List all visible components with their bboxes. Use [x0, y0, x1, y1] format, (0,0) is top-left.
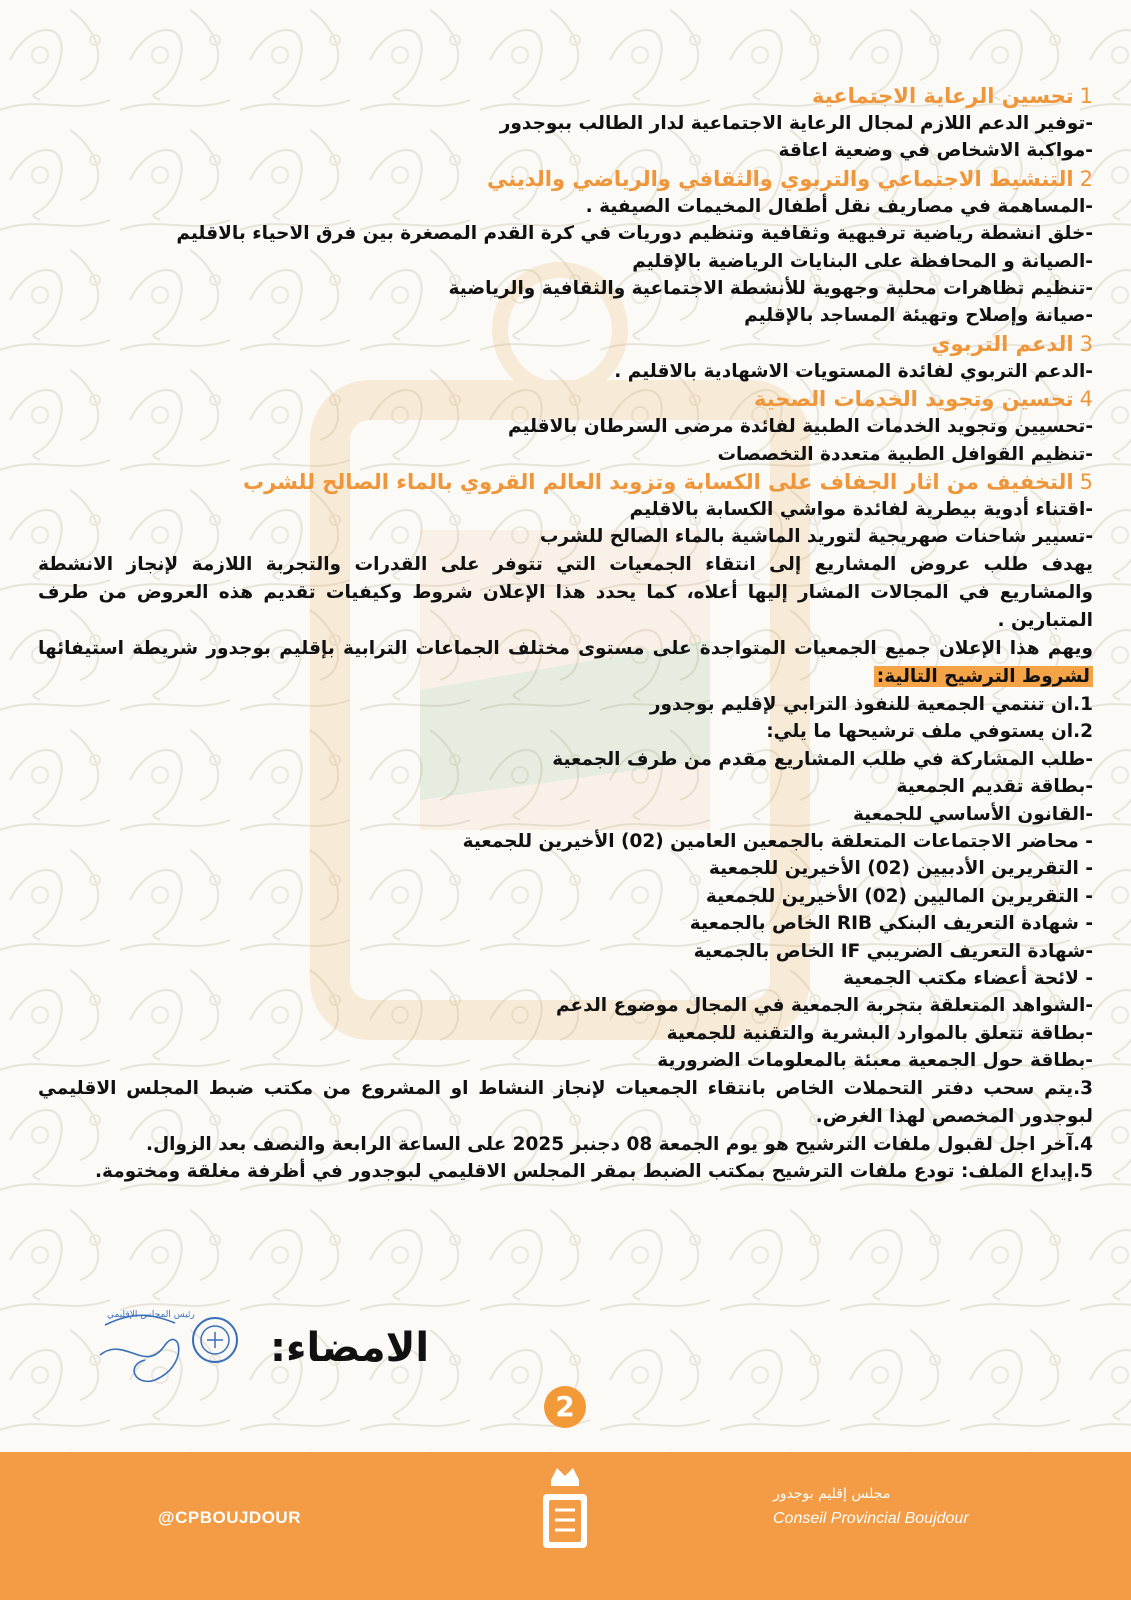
document-item: -بطاقة تقديم الجمعية — [896, 776, 1093, 798]
footer — [0, 1452, 1131, 1600]
section-heading: 4تحسين وتجويد الخدمات الصحية — [754, 387, 1093, 412]
list-item: -المساهمة في مصاريف نقل أطفال المخيمات الصيفية . — [585, 195, 1093, 217]
list-item: -الدعم التربوي لفائدة المستويات الاشهادية بالاقليم . — [614, 360, 1093, 382]
section-heading: 2التنشيط الاجتماعي والتربوي والثقافي والرياضي والديني — [487, 166, 1093, 191]
svg-text:رئيس المجلس الإقليمي: رئيس المجلس الإقليمي — [107, 1310, 195, 1320]
handwritten-signature-icon — [100, 1310, 195, 1381]
list-item: -تنظيم تظاهرات محلية وجهوية للأنشطة الاجتماعية والثقافية والرياضية — [448, 278, 1093, 300]
document-item: - التقريرين الماليين (02) الأخيرين للجمعية — [705, 885, 1093, 907]
document-body — [38, 82, 1093, 1186]
condition-item: 5.إيداع الملف: تودع ملفات الترشيح بمكتب الضبط بمقر المجلس الاقليمي لبوجدور في أظرفة مغلقة ومختومة. — [95, 1160, 1093, 1182]
document-item: -طلب المشاركة في طلب المشاريع مقدم من طرف الجمعية — [552, 748, 1093, 770]
document-item: -بطاقة حول الجمعية معبئة بالمعلومات الضرورية — [657, 1050, 1093, 1072]
intro-paragraph: يهدف طلب عروض المشاريع إلى انتقاء الجمعيات التي تتوفر على القدرات والتجربة اللازمة لإنجاز الانشطة والمشاريع في المجالات المشار إليها أعلاه، كما يحدد هذا الإعلان شروط وكيفيات تقديم هذه العروض من طرف المتبارين . — [38, 553, 1093, 631]
document-item: -القانون الأساسي للجمعية — [852, 803, 1093, 825]
social-handle[interactable]: @CPBOUJDOUR — [158, 1508, 301, 1527]
document-item: - لائحة أعضاء مكتب الجمعية — [843, 967, 1093, 989]
list-item: -تسيير شاحنات صهريجية لتوريد الماشية بالماء الصالح للشرب — [539, 526, 1093, 548]
condition-item: 1.ان تنتمي الجمعية للنفوذ الترابي لإقليم بوجدور — [649, 693, 1093, 715]
document-item: - التقريرين الأدبيين (02) الأخيرين للجمعية — [708, 858, 1093, 880]
section-heading: 3الدعم التربوي — [931, 331, 1093, 356]
council-name-french: Conseil Provincial Boujdour — [773, 1510, 969, 1527]
list-item: -تنظيم القوافل الطبية متعددة التخصصات — [717, 443, 1093, 465]
signature-label: الامضاء: — [270, 1325, 430, 1371]
list-item: -خلق انشطة رياضية ترفيهية وثقافية وتنظيم دوريات في كرة القدم المصغرة بين فرق الاحياء بالاقليم — [176, 223, 1093, 245]
section-heading: 5التخفيف من اثار الجفاف على الكسابة وتزويد العالم القروي بالماء الصالح للشرب — [242, 470, 1093, 495]
list-item: -تحسيين وتجويد الخدمات الطبية لفائدة مرضى السرطان بالاقليم — [507, 416, 1093, 438]
highlighted-text: لشروط الترشيح التالية: — [874, 666, 1093, 687]
condition-item: 2.ان يستوفي ملف ترشيحها ما يلي: — [766, 721, 1093, 743]
document-item: - شهادة التعريف البنكي RIB الخاص بالجمعية — [689, 913, 1093, 935]
eligibility-paragraph: ويهم هذا الإعلان جميع الجمعيات المتواجدة على مستوى مختلف الجماعات الترابية بإقليم بوجدور شريطة استيفائها لشروط الترشيح التالية: — [38, 637, 1093, 687]
condition-item: 3.يتم سحب دفتر التحملات الخاص بانتقاء الجمعيات لإنجاز النشاط او المشروع من مكتب ضبط المجلس الاقليمي لبوجدور المخصص لهذا الغرض. — [38, 1077, 1093, 1127]
council-name-arabic: مجلس إقليم بوجدور — [773, 1486, 891, 1502]
list-item: -توفير الدعم اللازم لمجال الرعاية الاجتماعية لدار الطالب ببوجدور — [499, 113, 1093, 134]
page-number: 2 — [544, 1386, 586, 1428]
official-stamp-icon — [193, 1318, 237, 1362]
list-item: -اقتناء أدوية بيطرية لفائدة مواشي الكسابة بالاقليم — [629, 499, 1093, 521]
condition-item: 4.آخر اجل لقبول ملفات الترشيح هو يوم الجمعة 08 دجنبر 2025 على الساعة الرابعة والنصف بعد الزوال. — [146, 1133, 1093, 1155]
document-item: -شهادة التعريف الضريبي IF الخاص بالجمعية — [693, 940, 1093, 962]
list-item: -صيانة وإصلاح وتهيئة المساجد بالإقليم — [744, 305, 1093, 327]
document-item: -الشواهد المتعلقة بتجربة الجمعية في المجال موضوع الدعم — [556, 995, 1093, 1017]
list-item: -مواكبة الاشخاص في وضعية اعاقة — [778, 140, 1093, 162]
crown-emblem-icon — [537, 1462, 593, 1554]
section-heading: 1تحسين الرعاية الاجتماعية — [811, 84, 1093, 108]
document-item: -بطاقة تتعلق بالموارد البشرية والتقنية للجمعية — [666, 1022, 1093, 1044]
list-item: -الصيانة و المحافظة على البنايات الرياضية بالإقليم — [632, 250, 1093, 272]
document-item: - محاضر الاجتماعات المتعلقة بالجمعين العامين (02) الأخيرين للجمعية — [462, 830, 1093, 852]
